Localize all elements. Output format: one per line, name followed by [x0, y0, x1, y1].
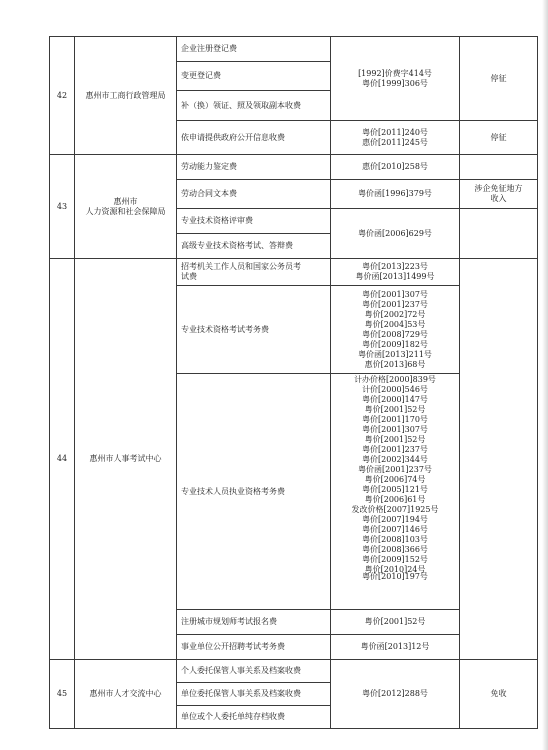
department-line: 惠州市: [113, 196, 138, 206]
fee-item: 变更登记费: [177, 62, 331, 91]
document-cell: [331, 374, 460, 610]
table-row: [50, 660, 538, 683]
fee-item: [177, 259, 331, 286]
fee-item: 依申请提供政府公开信息收费: [177, 121, 331, 155]
document-line: 粤价[2010]24号: [364, 565, 426, 574]
document-line: 粤价[2006]74号: [364, 475, 426, 484]
document-line: 粤价[2007]194号: [362, 515, 428, 524]
document-line: 粤价函[2001]237号: [358, 465, 432, 474]
fee-item: 单位或个人委托单纯存档收费: [177, 706, 331, 729]
table-row: [50, 155, 538, 180]
fee-item: 专业技术人员执业资格考务费: [177, 374, 331, 610]
department-line: 人力资源和社会保障局: [85, 206, 166, 216]
note-cell: [460, 155, 538, 180]
document-line: 粤价[2009]152号: [362, 555, 428, 564]
document-line: 粤价[2002]72号: [364, 309, 426, 319]
fee-item: 专业技术资格考试考务费: [177, 286, 331, 374]
document-cell: [331, 37, 460, 121]
document-cell: 粤价函[2006]629号: [331, 209, 460, 259]
document-line: 惠价[2013]68号: [364, 359, 426, 369]
document-cell: 粤价函[2013]12号: [331, 635, 460, 660]
document-line: 发改价格[2007]1925号: [351, 505, 439, 514]
document-line: 粤价函[2013]1499号: [355, 272, 435, 281]
document-cell: 粤价[2001]52号: [331, 610, 460, 635]
document-line: 粤价[2013]223号: [362, 262, 428, 271]
department-cell: 惠州市人才交流中心: [75, 660, 177, 729]
note-cell: [460, 180, 538, 209]
document-line: 粤价[2009]182号: [362, 339, 428, 349]
document-cell: [331, 286, 460, 374]
note-cell: 停征: [460, 37, 538, 121]
document-line: 惠价[2011]245号: [362, 137, 428, 147]
document-line: 粤价[2001]307号: [362, 289, 428, 299]
row-number: 45: [50, 660, 75, 729]
document-line: 粤价[2006]61号: [364, 495, 426, 504]
document-line: 粤价[2001]237号: [362, 299, 428, 309]
document-line: 粤价[2001]307号: [362, 425, 428, 434]
note-line: 收入: [490, 194, 507, 203]
page-edge-shadow: [542, 0, 548, 750]
fee-item: 专业技术资格评审费: [177, 209, 331, 234]
document-line: 计价[2000]546号: [362, 385, 428, 394]
document-line: 粤价[2008]103号: [362, 535, 428, 544]
department-cell: 惠州市人事考试中心: [75, 259, 177, 660]
fee-item-line: 试费: [181, 272, 197, 281]
document-line: 粤价[1999]306号: [362, 78, 428, 88]
document-line: 粤价[2008]366号: [362, 545, 428, 554]
table-row: [50, 37, 538, 62]
note-cell: [460, 259, 538, 660]
row-number: 44: [50, 259, 75, 660]
fee-item: 事业单位公开招聘考试考务费: [177, 635, 331, 660]
document-cell: 粤价[2012]288号: [331, 660, 460, 729]
fee-item: 劳动能力鉴定费: [177, 155, 331, 180]
fee-item: 劳动合同文本费: [177, 180, 331, 209]
fee-item: 高级专业技术资格考试、答辩费: [177, 234, 331, 259]
fee-item: 单位委托保管人事关系及档案收费: [177, 683, 331, 706]
fee-item: 注册城市规划师考试报名费: [177, 610, 331, 635]
document-line: [1992]价费字414号: [358, 68, 432, 78]
fee-item: 补（换）领证、照及领取副本收费: [177, 91, 331, 121]
document-cell: [331, 259, 460, 286]
document-cell: 惠价[2010]258号: [331, 155, 460, 180]
row-number: 43: [50, 155, 75, 259]
table-row: [50, 259, 538, 286]
document-line: 粤价[2005]121号: [362, 485, 428, 494]
document-line: 粤价[2010]197号: [362, 572, 428, 581]
document-line: 粤价[2001]52号: [364, 405, 426, 414]
document-cell: 粤价函[1996]379号: [331, 180, 460, 209]
department-cell: 惠州市工商行政管理局: [75, 37, 177, 155]
fee-item: 个人委托保管人事关系及档案收费: [177, 660, 331, 683]
note-cell: 免收: [460, 660, 538, 729]
document-line: 粤价[2002]344号: [362, 455, 428, 464]
department-cell: [75, 155, 177, 259]
fee-item: 企业注册登记费: [177, 37, 331, 62]
row-number: 42: [50, 37, 75, 155]
document-line: 计办价格[2000]839号: [354, 375, 436, 384]
document-line: 粤价[2011]240号: [362, 127, 428, 137]
document-line: 粤价[2001]52号: [364, 435, 426, 444]
document-line: 粤价[2004]53号: [364, 319, 426, 329]
note-cell: 停征: [460, 121, 538, 155]
document-line: 粤价[2007]146号: [362, 525, 428, 534]
note-line: 涉企免征地方: [474, 184, 523, 193]
document-cell: [331, 121, 460, 155]
note-cell: [460, 209, 538, 259]
document-list: [331, 374, 459, 609]
fee-item-line: 招考机关工作人员和国家公务员考: [181, 262, 301, 271]
document-line: 粤价函[2013]211号: [358, 349, 432, 359]
document-line: 粤价[2008]729号: [362, 329, 428, 339]
fee-table: [49, 36, 538, 729]
document-line: 粤价[2001]237号: [362, 445, 428, 454]
document-line: 粤价[2001]170号: [362, 415, 428, 424]
document-line: 粤价[2000]147号: [362, 395, 428, 404]
